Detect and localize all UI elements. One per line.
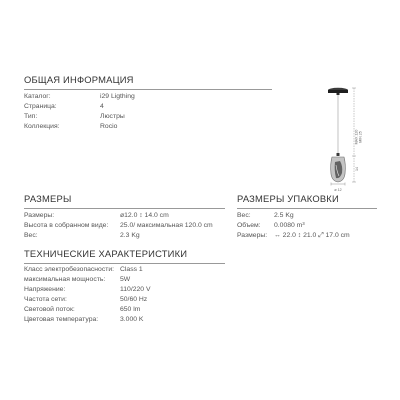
technical-row-label: Класс электробезопасности: bbox=[24, 266, 115, 273]
packaging-divider bbox=[237, 208, 377, 209]
max-height-label: MAX 120 bbox=[354, 129, 359, 145]
dimensions-row-label: Высота в собранном виде: bbox=[24, 222, 109, 229]
technical-row-frequency bbox=[24, 296, 148, 304]
general-info-divider bbox=[24, 89, 272, 90]
general-row-collection bbox=[24, 123, 118, 131]
technical-row-value: 5W bbox=[120, 276, 131, 283]
dimensions-row-weight bbox=[24, 232, 140, 240]
lamp-drawing bbox=[318, 84, 378, 194]
technical-row-color-temperature bbox=[24, 316, 144, 324]
diameter-dimension-line bbox=[331, 183, 345, 186]
packaging-heading: РАЗМЕРЫ УПАКОВКИ bbox=[237, 193, 339, 204]
packaging-row-value: 2.5 Kg bbox=[274, 212, 294, 219]
dimensions-row-height bbox=[24, 222, 213, 230]
dimensions-divider bbox=[24, 208, 225, 209]
ceiling-canopy-icon bbox=[328, 88, 348, 95]
dimensions-row-value: ø12.0 ↕ 14.0 cm bbox=[120, 212, 169, 219]
technical-row-label: Частота сети: bbox=[24, 296, 67, 303]
technical-row-value: 650 lm bbox=[120, 306, 141, 313]
technical-row-label: Цветовая температура: bbox=[24, 316, 99, 323]
packaging-row-label: Вес: bbox=[237, 212, 251, 219]
general-row-value: i29 Ligthing bbox=[100, 93, 135, 100]
technical-heading: ТЕХНИЧЕСКИЕ ХАРАКТЕРИСТИКИ bbox=[24, 248, 188, 259]
technical-row-value: 3.000 K bbox=[120, 316, 144, 323]
packaging-row-volume bbox=[237, 222, 305, 230]
technical-row-voltage bbox=[24, 286, 151, 294]
packaging-row-label: Объем: bbox=[237, 222, 261, 229]
packaging-row-weight bbox=[237, 212, 294, 220]
general-row-value: Rocio bbox=[100, 123, 118, 130]
technical-row-label: Напряжение: bbox=[24, 286, 66, 293]
technical-row-max-power bbox=[24, 276, 131, 284]
technical-row-safety-class bbox=[24, 266, 143, 274]
general-row-label: Страница: bbox=[24, 103, 57, 110]
general-row-type bbox=[24, 113, 125, 121]
packaging-row-label: Размеры: bbox=[237, 232, 268, 239]
general-row-label: Каталог: bbox=[24, 93, 51, 100]
technical-row-label: Световой поток: bbox=[24, 306, 75, 313]
shade-height-label: 14 bbox=[355, 167, 359, 171]
dimensions-row-value: 2.3 Kg bbox=[120, 232, 140, 239]
general-row-page bbox=[24, 103, 104, 111]
dimensions-heading: РАЗМЕРЫ bbox=[24, 193, 72, 204]
technical-row-value: 50/60 Hz bbox=[120, 296, 148, 303]
dimensions-row-size bbox=[24, 212, 169, 220]
technical-divider bbox=[24, 263, 225, 264]
general-row-label: Коллекция: bbox=[24, 123, 60, 130]
technical-row-value: 110/220 V bbox=[120, 286, 151, 293]
general-row-value: Люстры bbox=[100, 113, 125, 120]
dimensions-row-label: Вес: bbox=[24, 232, 38, 239]
technical-row-label: максимальная мощность: bbox=[24, 276, 106, 283]
lamp-shade-icon bbox=[331, 153, 346, 182]
diameter-label: ø 12 bbox=[334, 188, 342, 192]
min-height-label: MIN 25 bbox=[358, 131, 363, 143]
general-row-label: Тип: bbox=[24, 113, 38, 120]
general-info-heading: ОБЩАЯ ИНФОРМАЦИЯ bbox=[24, 74, 134, 85]
packaging-row-size bbox=[237, 232, 350, 240]
technical-row-value: Class 1 bbox=[120, 266, 143, 273]
general-row-catalog bbox=[24, 93, 135, 101]
packaging-row-value: 0.0080 m³ bbox=[274, 222, 305, 229]
packaging-row-value: ↔ 22.0 ↕ 21.0 ⤢ 17.0 cm bbox=[274, 232, 350, 239]
general-row-value: 4 bbox=[100, 103, 104, 110]
dimensions-row-value: 25.0/ максимальная 120.0 cm bbox=[120, 222, 213, 229]
dimensions-row-label: Размеры: bbox=[24, 212, 55, 219]
technical-row-luminous-flux bbox=[24, 306, 141, 314]
